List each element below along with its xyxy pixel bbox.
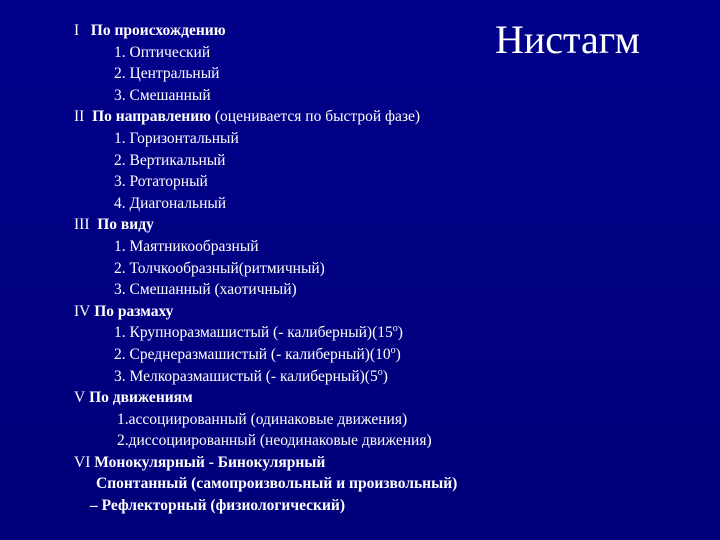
extra-line: – Рефлекторный (физиологический)	[90, 497, 346, 515]
degree-mark: о	[392, 323, 398, 335]
section-label: По происхождению	[90, 22, 226, 39]
section-label: Монокулярный - Бинокулярный	[94, 453, 326, 471]
section-number: III	[74, 216, 90, 234]
list-item-text: 1. Крупноразмашистый (- калиберный)(15	[114, 324, 393, 342]
list-item-text: 3. Мелкоразмашистый (- калиберный)(5	[114, 367, 378, 385]
list-item: 3. Ротаторный	[114, 173, 208, 191]
list-item: 4. Диагональный	[114, 194, 227, 212]
degree-mark: о	[390, 344, 396, 356]
list-item	[74, 344, 457, 366]
list-item	[74, 322, 457, 344]
list-item: 2.диссоциированный (неодинаковые движения)	[117, 432, 432, 450]
section-heading	[74, 452, 457, 474]
list-item: 2. Толчкообразный(ритмичный)	[114, 259, 325, 277]
section-label: По размаху	[94, 302, 174, 320]
list-item: 2. Центральный	[114, 65, 220, 83]
section-heading	[74, 106, 457, 128]
section-heading	[74, 214, 457, 236]
list-item: 1. Маятникообразный	[114, 237, 259, 255]
section-number: I	[74, 22, 80, 39]
list-item: 2. Вертикальный	[114, 151, 226, 169]
slide-title: Нистагм	[495, 17, 640, 62]
outline-list	[74, 20, 457, 517]
list-item: 3. Смешанный	[114, 86, 211, 104]
section-number: VI	[74, 453, 91, 471]
section-heading	[74, 387, 457, 409]
section-number: IV	[74, 302, 91, 320]
section-label: По виду	[97, 216, 154, 234]
list-item	[74, 366, 457, 388]
list-item-tail: )	[395, 345, 401, 363]
section-heading	[74, 301, 457, 323]
section-heading	[74, 20, 457, 42]
list-item-tail: )	[397, 324, 403, 342]
list-item: 1. Горизонтальный	[114, 129, 239, 147]
list-item-text: 2. Среднеразмашистый (- калиберный)(10	[114, 345, 391, 363]
extra-line: Спонтанный (самопроизвольный и произвольный)	[96, 475, 458, 493]
section-number: II	[74, 108, 85, 126]
section-label: По направлению	[92, 108, 211, 126]
list-item: 1. Оптический	[114, 43, 211, 61]
list-item-tail: )	[382, 367, 388, 385]
section-label: По движениям	[89, 389, 193, 407]
list-item: 3. Смешанный (хаотичный)	[114, 281, 297, 299]
list-item: 1.ассоциированный (одинаковые движения)	[117, 410, 408, 428]
section-note: (оценивается по быстрой фазе)	[211, 108, 421, 126]
section-number: V	[74, 389, 86, 407]
degree-mark: о	[377, 366, 383, 378]
